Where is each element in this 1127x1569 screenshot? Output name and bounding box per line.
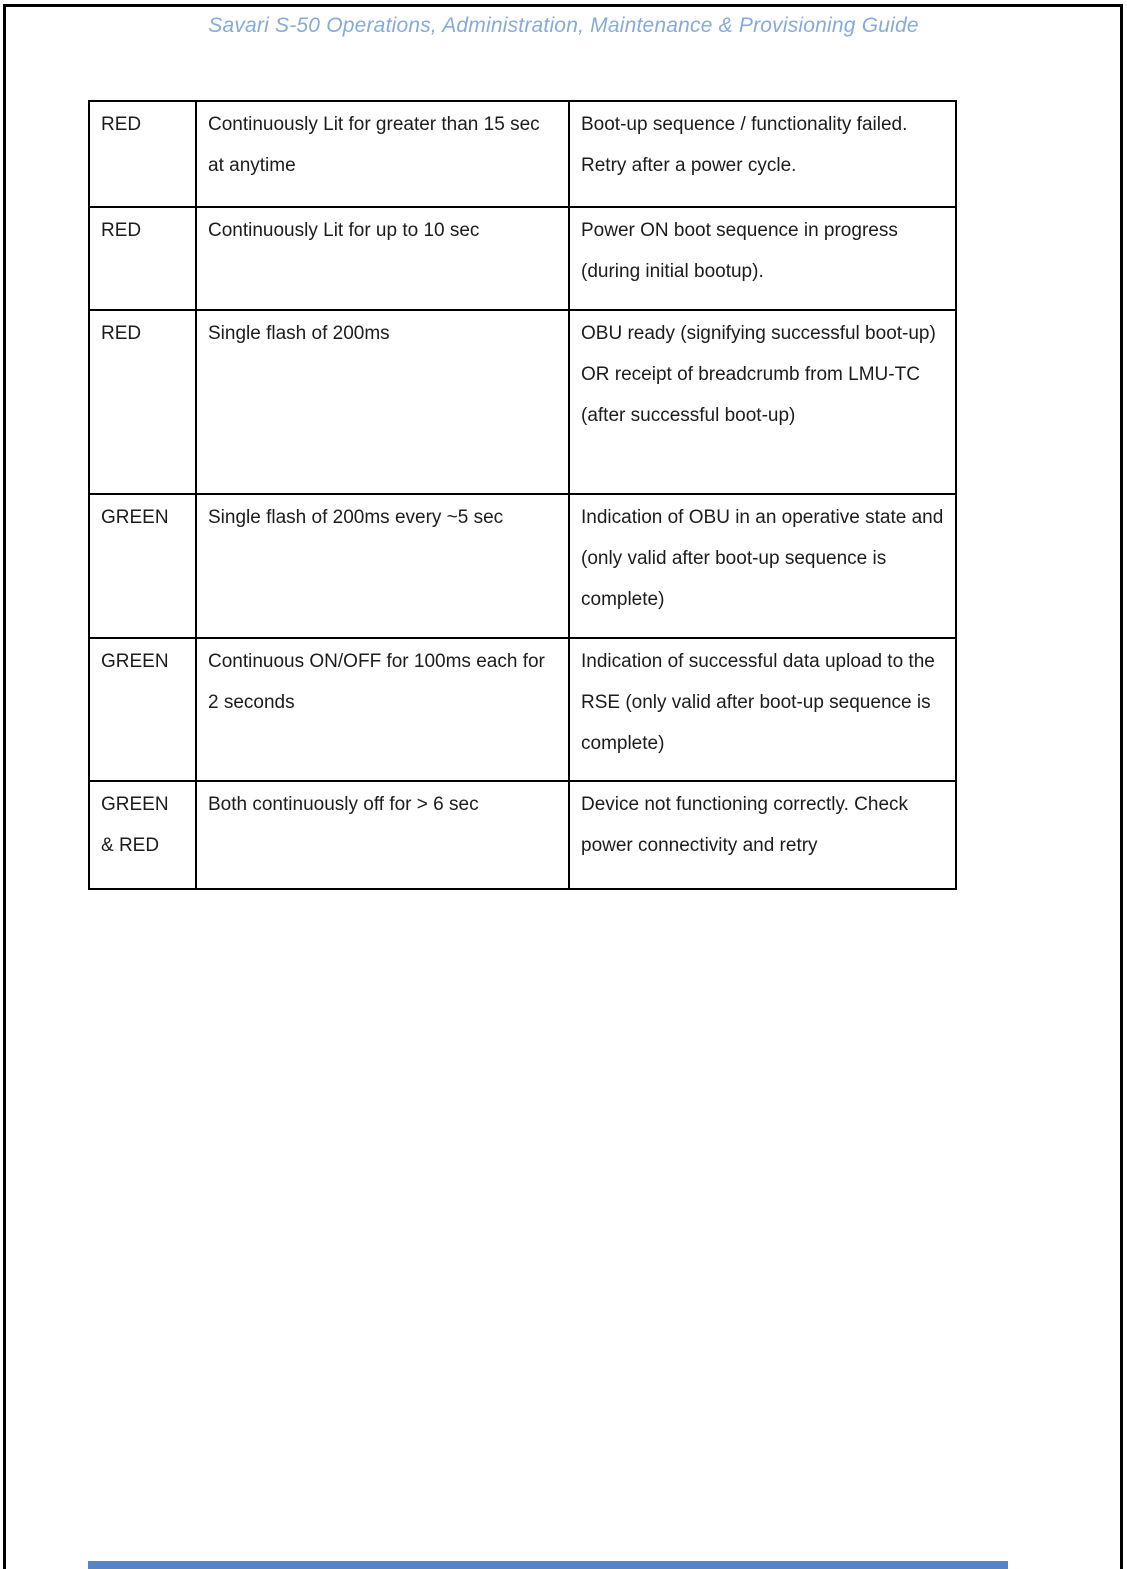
led-meaning-cell: OBU ready (signifying successful boot-up) OR receipt of breadcrumb from LMU-TC (after successful boot-up): [569, 310, 956, 494]
led-behavior-cell: Single flash of 200ms: [196, 310, 569, 494]
led-behavior-cell: Single flash of 200ms every ~5 sec: [196, 494, 569, 638]
led-color-cell: GREEN: [89, 638, 196, 781]
page-header: [0, 14, 1127, 38]
led-meaning-cell: Device not functioning correctly. Check power connectivity and retry: [569, 781, 956, 889]
table-row: [89, 310, 956, 494]
table-row: [89, 207, 956, 310]
led-meaning-cell: Boot-up sequence / functionality failed. Retry after a power cycle.: [569, 101, 956, 207]
led-behavior-cell: Continuously Lit for up to 10 sec: [196, 207, 569, 310]
led-behavior-cell: Continuous ON/OFF for 100ms each for 2 seconds: [196, 638, 569, 781]
led-color-cell: GREEN & RED: [89, 781, 196, 889]
footer-accent-bar: [88, 1561, 1008, 1569]
table-row: [89, 638, 956, 781]
led-status-table: [88, 100, 957, 890]
led-behavior-cell: Both continuously off for > 6 sec: [196, 781, 569, 889]
led-color-cell: RED: [89, 101, 196, 207]
led-behavior-cell: Continuously Lit for greater than 15 sec at anytime: [196, 101, 569, 207]
led-color-cell: RED: [89, 207, 196, 310]
table-row: [89, 494, 956, 638]
page-header-title: Savari S-50 Operations, Administration, Maintenance & Provisioning Guide: [208, 14, 919, 37]
led-meaning-cell: Power ON boot sequence in progress (during initial bootup).: [569, 207, 956, 310]
led-meaning-cell: Indication of successful data upload to the RSE (only valid after boot-up sequence is complete): [569, 638, 956, 781]
led-color-cell: GREEN: [89, 494, 196, 638]
led-color-cell: RED: [89, 310, 196, 494]
led-meaning-cell: Indication of OBU in an operative state and (only valid after boot-up sequence is complete): [569, 494, 956, 638]
table-row: [89, 101, 956, 207]
table-row: [89, 781, 956, 889]
